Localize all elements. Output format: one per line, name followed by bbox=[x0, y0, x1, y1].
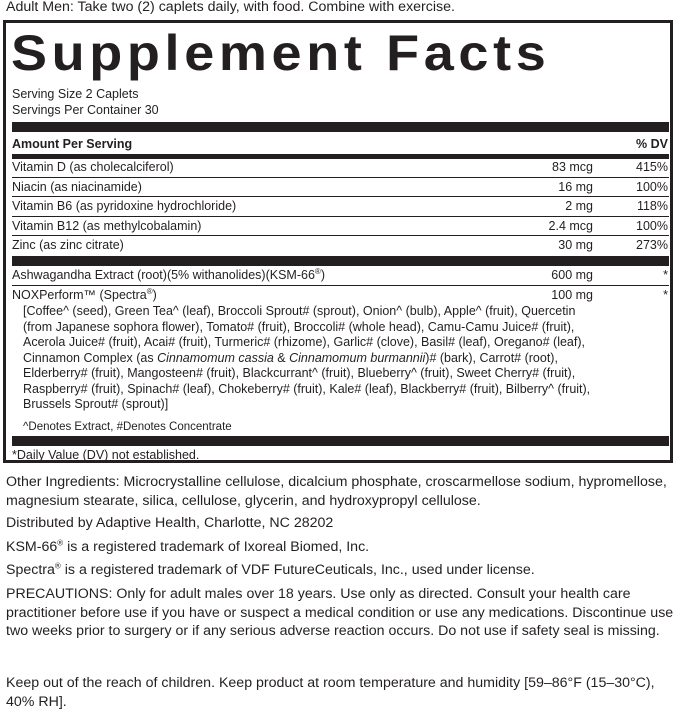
nutrient-amount: 16 mg bbox=[558, 180, 593, 194]
nutrient-amount: 30 mg bbox=[558, 238, 593, 252]
blend-ingredients: [Coffee^ (seed), Green Tea^ (leaf), Broccoli Sprout# (sprout), Onion^ (bulb), Apple^ (fruit), Quercetin (from Japanese sophora flower), Tomato# (fruit), Broccoli# (whole head), Camu-Camu Juice# (fruit), Acerola Juice# (fruit), Acai# (fruit), Turmeric# (rhizome), Garlic# (clove), Basil# (leaf), Oregano# (leaf), Cinnamon Complex (as Cinnamomum cassia & Cinnamomum burmannii)# (bark), Carrot# (root), Elderberry# (fruit), Mangosteen# (fruit), Blackcurrant^ (fruit), Blueberry^ (fruit), Sweet Cherry# (fruit), Raspberry# (fruit), Spinach# (leaf), Chokeberry# (fruit), Kale# (leaf), Blackberry# (fruit), Bilberry^ (fruit), Brussels Sprout# (sprout)] bbox=[23, 304, 591, 411]
nutrient-name: Niacin (as niacinamide) bbox=[12, 180, 142, 194]
ingredient-dv: * bbox=[663, 268, 668, 282]
nutrient-name: Vitamin B6 (as pyridoxine hydrochloride) bbox=[12, 199, 237, 213]
row-divider bbox=[12, 235, 669, 236]
ingredient-dv: * bbox=[663, 288, 668, 302]
ingredient-amount: 600 mg bbox=[551, 268, 593, 282]
thick-divider bbox=[12, 122, 669, 132]
serving-size: Serving Size 2 Caplets bbox=[12, 87, 139, 101]
nutrient-dv: 100% bbox=[636, 180, 668, 194]
dv-footnote: *Daily Value (DV) not established. bbox=[12, 448, 200, 462]
storage-instructions: Keep out of the reach of children. Keep product at room temperature and humidity [59–86°F (15–30°C), 40% RH]. bbox=[6, 675, 655, 710]
precautions: PRECAUTIONS: Only for adult males over 18 years. Use only as directed. Consult your health care practitioner before use if you have or suspect a medical condition or use any medications. Discontinue use two weeks prior to surgery or if any serious adverse reaction occurs. Do not use if safety seal is missing. bbox=[6, 586, 674, 639]
ksm-trademark: KSM-66® is a registered trademark of Ixoreal Biomed, Inc. bbox=[6, 538, 370, 555]
ingredient-name-ashwagandha: Ashwagandha Extract (root)(5% withanolides)(KSM-66®) bbox=[12, 266, 325, 282]
ingredient-name-noxperform: NOXPerform™ (Spectra®) bbox=[12, 286, 157, 302]
nutrient-amount: 83 mcg bbox=[552, 160, 593, 174]
nutrient-name: Vitamin D (as cholecalciferol) bbox=[12, 160, 174, 174]
row-divider bbox=[12, 216, 669, 217]
nutrient-dv: 273% bbox=[636, 238, 668, 252]
directions-text: Adult Men: Take two (2) caplets daily, with food. Combine with exercise. bbox=[6, 0, 455, 15]
spectra-trademark: Spectra® is a registered trademark of VDF FutureCeuticals, Inc., used under license. bbox=[6, 561, 535, 578]
panel-title: Supplement Facts bbox=[11, 25, 551, 81]
dv-header: % DV bbox=[636, 137, 668, 151]
nutrient-name: Vitamin B12 (as methylcobalamin) bbox=[12, 219, 202, 233]
amount-per-serving-header: Amount Per Serving bbox=[12, 137, 133, 151]
nutrient-amount: 2 mg bbox=[565, 199, 593, 213]
thick-divider bbox=[12, 436, 669, 446]
servings-per-container: Servings Per Container 30 bbox=[12, 103, 159, 117]
denotes-note: ^Denotes Extract, #Denotes Concentrate bbox=[23, 421, 232, 433]
nutrient-dv: 415% bbox=[636, 160, 668, 174]
distributor: Distributed by Adaptive Health, Charlotte, NC 28202 bbox=[6, 515, 334, 531]
row-divider bbox=[12, 177, 669, 178]
ingredient-amount: 100 mg bbox=[551, 288, 593, 302]
row-divider bbox=[12, 285, 669, 286]
thick-divider bbox=[12, 256, 669, 266]
row-divider bbox=[12, 196, 669, 197]
nutrient-dv: 118% bbox=[636, 199, 668, 213]
nutrient-dv: 100% bbox=[636, 219, 668, 233]
nutrient-amount: 2.4 mcg bbox=[548, 219, 593, 233]
supplement-facts-panel bbox=[3, 20, 673, 463]
medium-divider bbox=[12, 154, 669, 159]
other-ingredients: Other Ingredients: Microcrystalline cellulose, dicalcium phosphate, croscarmellose sodium, hypromellose, magnesium stearate, silica, cellulose, glycerin, and hydroxypropyl cellulose. bbox=[6, 474, 667, 509]
nutrient-name: Zinc (as zinc citrate) bbox=[12, 238, 124, 252]
